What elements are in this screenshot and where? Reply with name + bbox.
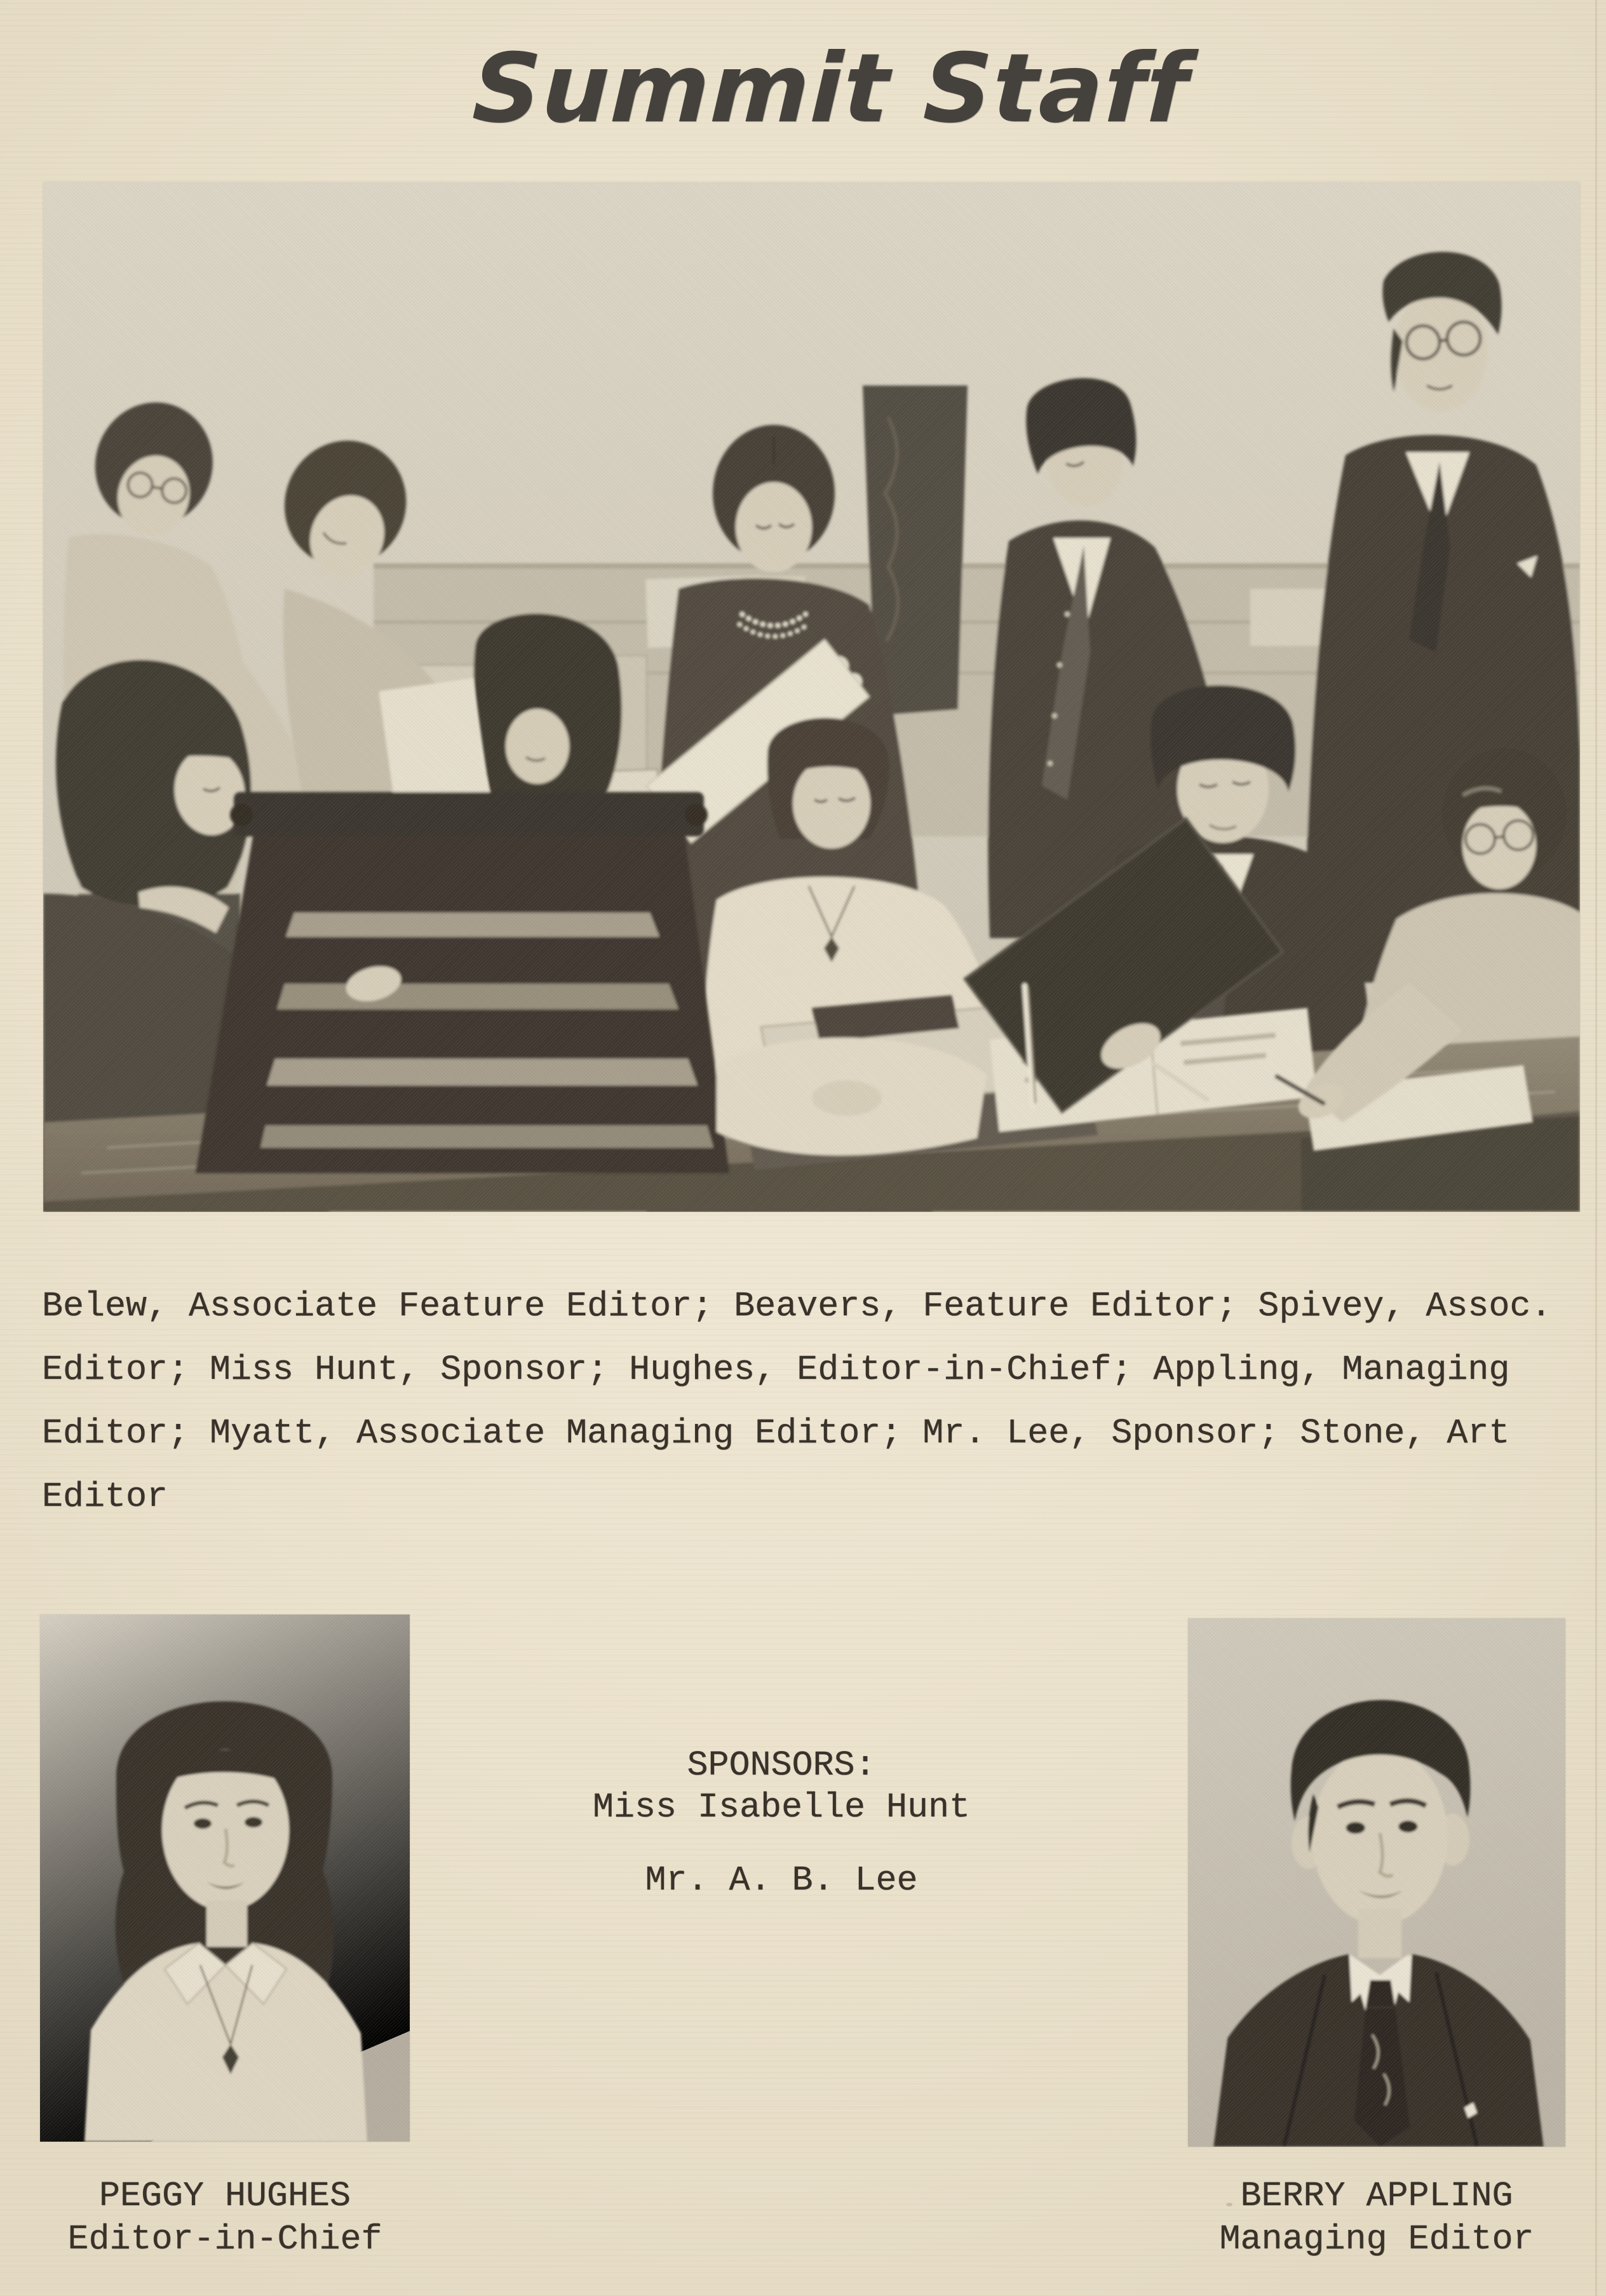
caption-line: Editor; Myatt, Associate Managing Editor; Mr. Lee, Sponsor; Stone, Art xyxy=(42,1413,1510,1453)
portrait-role: Managing Editor xyxy=(1219,2219,1534,2259)
portrait-label-left xyxy=(40,2175,410,2261)
caption-line: Belew, Associate Feature Editor; Beavers, Feature Editor; Spivey, Assoc. xyxy=(42,1286,1552,1326)
sponsors-block xyxy=(273,1745,1290,1902)
caption xyxy=(42,1275,1592,1529)
group-photo-illustration xyxy=(43,182,1580,1212)
tie-knot xyxy=(1366,1980,1395,2008)
caption-line: Editor; Miss Hunt, Sponsor; Hughes, Editor-in-Chief; Appling, Managing xyxy=(42,1350,1510,1390)
sponsor-name: Miss Isabelle Hunt xyxy=(592,1787,971,1827)
portrait-role: Editor-in-Chief xyxy=(67,2219,382,2259)
portrait-label-right xyxy=(1188,2175,1565,2261)
group-photo xyxy=(43,182,1580,1212)
neck xyxy=(1358,1909,1401,1958)
neck xyxy=(206,1900,247,1947)
photo-tint-overlay xyxy=(43,182,1580,1212)
portrait-name: PEGGY HUGHES xyxy=(98,2176,351,2216)
caption-line: Editor xyxy=(42,1477,168,1517)
page-title: Summit Staff xyxy=(470,34,1191,144)
sponsor-name: Mr. A. B. Lee xyxy=(645,1860,918,1900)
sponsors-heading: SPONSORS: xyxy=(687,1745,876,1785)
portrait-name: BERRY APPLING xyxy=(1240,2176,1513,2216)
